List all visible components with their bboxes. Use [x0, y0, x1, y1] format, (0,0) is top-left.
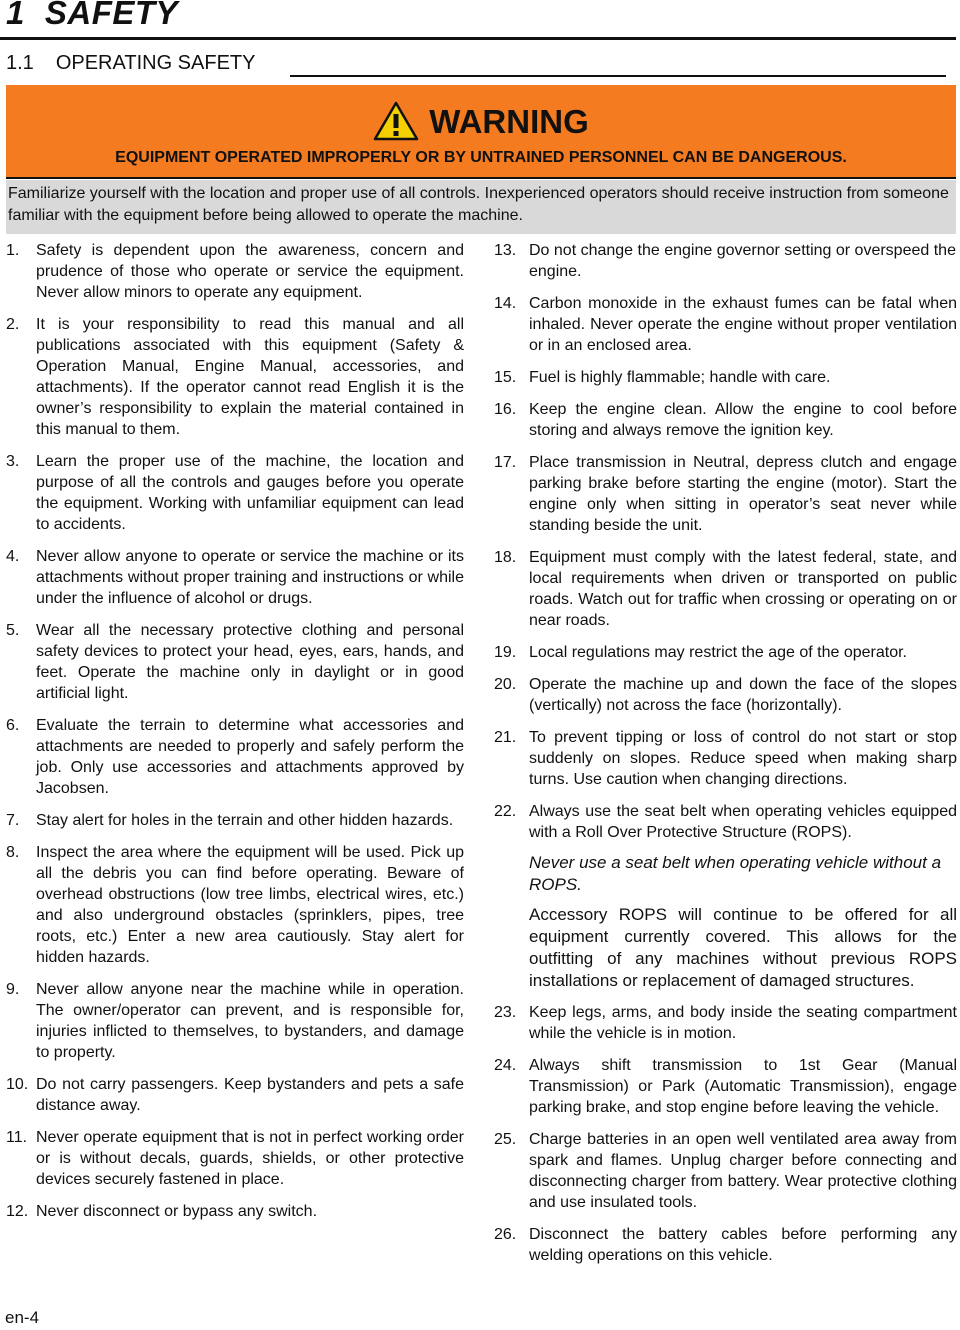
item-text: Learn the proper use of the machine, the location and purpose of all the controls and gauges before you operate the equipment. Working with unfamiliar equipment can lead to accidents.	[36, 453, 464, 533]
right-column	[494, 240, 957, 1277]
item-number: 26.	[494, 1226, 517, 1243]
warning-title: WARNING	[429, 103, 589, 140]
item-text: Charge batteries in an open well ventilated area away from spark and flames. Unplug charger before connecting and disconnecting charger from battery. Wear protective clothing and use insulated tools.	[529, 1131, 957, 1211]
item-text: Never disconnect or bypass any switch.	[36, 1203, 318, 1220]
safety-item	[6, 620, 464, 704]
chapter-rule	[0, 37, 956, 40]
safety-item	[6, 451, 464, 535]
item-number: 15.	[494, 369, 517, 386]
safety-item	[6, 1074, 464, 1116]
safety-item	[494, 1002, 957, 1044]
item-text: Safety is dependent upon the awareness, concern and prudence of those who operate or service the equipment. Never allow minors to operate any equipment.	[36, 242, 464, 301]
item-text: Operate the machine up and down the face of the slopes (vertically) not across the face (horizontally).	[529, 676, 957, 714]
safety-item	[6, 979, 464, 1063]
safety-item	[6, 546, 464, 609]
item-number: 2.	[6, 316, 20, 333]
rops-note: Accessory ROPS will continue to be offered for all equipment currently covered. This allows for the outfitting of any machines without previous ROPS installations or replacement of damaged structures.	[529, 905, 957, 990]
item-number: 3.	[6, 453, 20, 470]
section-rule	[290, 75, 946, 77]
warning-title-row	[6, 103, 956, 141]
item-number: 13.	[494, 242, 517, 259]
item-text: Keep legs, arms, and body inside the seating compartment while the vehicle is in motion.	[529, 1004, 957, 1042]
item-text: To prevent tipping or loss of control do not start or stop suddenly on slopes. Reduce speed when making sharp turns. Use caution when changing directions.	[529, 729, 957, 788]
item-text: Keep the engine clean. Allow the engine to cool before storing and always remove the ignition key.	[529, 401, 957, 439]
item-number: 24.	[494, 1057, 517, 1074]
item-number: 4.	[6, 548, 20, 565]
item-number: 7.	[6, 812, 20, 829]
item-number: 23.	[494, 1004, 517, 1021]
item-number: 20.	[494, 676, 517, 693]
section-title: OPERATING SAFETY	[55, 52, 256, 74]
section-heading	[6, 52, 255, 75]
safety-item	[494, 1224, 957, 1266]
safety-item	[494, 727, 957, 790]
safety-item	[494, 452, 957, 536]
item-number: 8.	[6, 844, 20, 861]
safety-item	[494, 674, 957, 716]
safety-item	[6, 1127, 464, 1190]
safety-item	[6, 314, 464, 440]
item-number: 1.	[6, 242, 20, 259]
item-text: Fuel is highly flammable; handle with care.	[529, 369, 831, 386]
item-number: 12.	[6, 1203, 29, 1220]
warning-header	[6, 85, 956, 179]
item-text: Place transmission in Neutral, depress clutch and engage parking brake before starting the engine (motor). Start the engine only when sitting in operator’s seat never while standing beside the unit.	[529, 454, 957, 534]
warning-body: Familiarize yourself with the location and proper use of all controls. Inexperienced operators should receive instruction from someone familiar with the equipment before being allowed to operate the machine.	[6, 180, 956, 234]
chapter-heading	[6, 0, 178, 32]
safety-item	[6, 810, 464, 831]
safety-item	[6, 842, 464, 968]
item-number: 17.	[494, 454, 517, 471]
item-number: 5.	[6, 622, 20, 639]
safety-item	[494, 367, 957, 388]
safety-item	[494, 801, 957, 843]
item-text: Evaluate the terrain to determine what accessories and attachments are needed to properly and safely perform the job. Only use accessories and attachments approved by Jacobsen.	[36, 717, 464, 797]
item-number: 21.	[494, 729, 517, 746]
safety-item	[6, 715, 464, 799]
chapter-number: 1	[6, 0, 25, 31]
item-number: 19.	[494, 644, 517, 661]
left-column	[6, 240, 464, 1233]
safety-item	[494, 1129, 957, 1213]
item-text: Do not change the engine governor setting or overspeed the engine.	[529, 242, 956, 280]
item-text: Never operate equipment that is not in perfect working order or is without decals, guards, shields, or other protective devices securely fastened in place.	[36, 1129, 464, 1188]
item-text: Never allow anyone near the machine while in operation. The owner/operator can prevent, and is responsible for, injuries inflicted to themselves, to bystanders, and damage to property.	[36, 981, 464, 1061]
page-number: en-4	[5, 1308, 40, 1327]
chapter-title: SAFETY	[44, 0, 179, 31]
item-number: 18.	[494, 549, 517, 566]
safety-item	[494, 642, 957, 663]
safety-item	[494, 547, 957, 631]
item-number: 25.	[494, 1131, 517, 1148]
safety-item	[494, 399, 957, 441]
item-number: 11.	[6, 1129, 28, 1146]
warning-subtitle: EQUIPMENT OPERATED IMPROPERLY OR BY UNTRAINED PERSONNEL CAN BE DANGEROUS.	[115, 149, 847, 166]
item-text: Local regulations may restrict the age of the operator.	[529, 644, 907, 661]
item-text: Always use the seat belt when operating vehicles equipped with a Roll Over Protective Structure (ROPS).	[529, 803, 957, 841]
item-number: 10.	[6, 1076, 29, 1093]
item-number: 16.	[494, 401, 517, 418]
item-text: Always shift transmission to 1st Gear (Manual Transmission) or Park (Automatic Transmission), engage parking brake, and stop engine before leaving the vehicle.	[529, 1057, 957, 1116]
safety-item	[494, 1055, 957, 1118]
item-text: Disconnect the battery cables before performing any welding operations on this vehicle.	[529, 1226, 957, 1264]
item-number: 22.	[494, 803, 517, 820]
safety-item	[494, 240, 957, 282]
item-text: Inspect the area where the equipment will be used. Pick up all the debris you can find before operating. Beware of overhead obstructions (low tree limbs, electrical wires, etc.) and also underground obstacles (sprinklers, pipes, tree roots, etc.) Enter a new area cautiously. Stay alert for hidden hazards.	[36, 844, 464, 966]
safety-item	[6, 240, 464, 303]
rops-note-italic: Never use a seat belt when operating vehicle without a ROPS.	[529, 853, 942, 894]
section-number: 1.1	[6, 52, 34, 74]
item-text: Do not carry passengers. Keep bystanders and pets a safe distance away.	[36, 1076, 464, 1114]
item-text: Wear all the necessary protective clothing and personal safety devices to protect your head, eyes, ears, hands, and feet. Operate the machine only in daylight or in good artificial light.	[36, 622, 464, 702]
item-text: Stay alert for holes in the terrain and other hidden hazards.	[36, 812, 454, 829]
item-text: It is your responsibility to read this manual and all publications associated with this equipment (Safety & Operation Manual, Engine Manual, accessories, and attachments). If the operator cannot read English it is the owner’s responsibility to explain the material contained in this manual to them.	[36, 316, 464, 438]
item-number: 14.	[494, 295, 517, 312]
item-number: 9.	[6, 981, 20, 998]
item-text: Never allow anyone to operate or service the machine or its attachments without proper training and instructions or while under the influence of alcohol or drugs.	[36, 548, 464, 607]
item-number: 6.	[6, 717, 20, 734]
warning-triangle-icon	[373, 101, 419, 141]
safety-item	[494, 293, 957, 356]
safety-item	[6, 1201, 464, 1222]
item-text: Equipment must comply with the latest federal, state, and local requirements when driven or transported on public roads. Watch out for traffic when crossing or operating on or near roads.	[529, 549, 957, 629]
item-text: Carbon monoxide in the exhaust fumes can be fatal when inhaled. Never operate the engine without proper ventilation or in an enclosed area.	[529, 295, 957, 354]
